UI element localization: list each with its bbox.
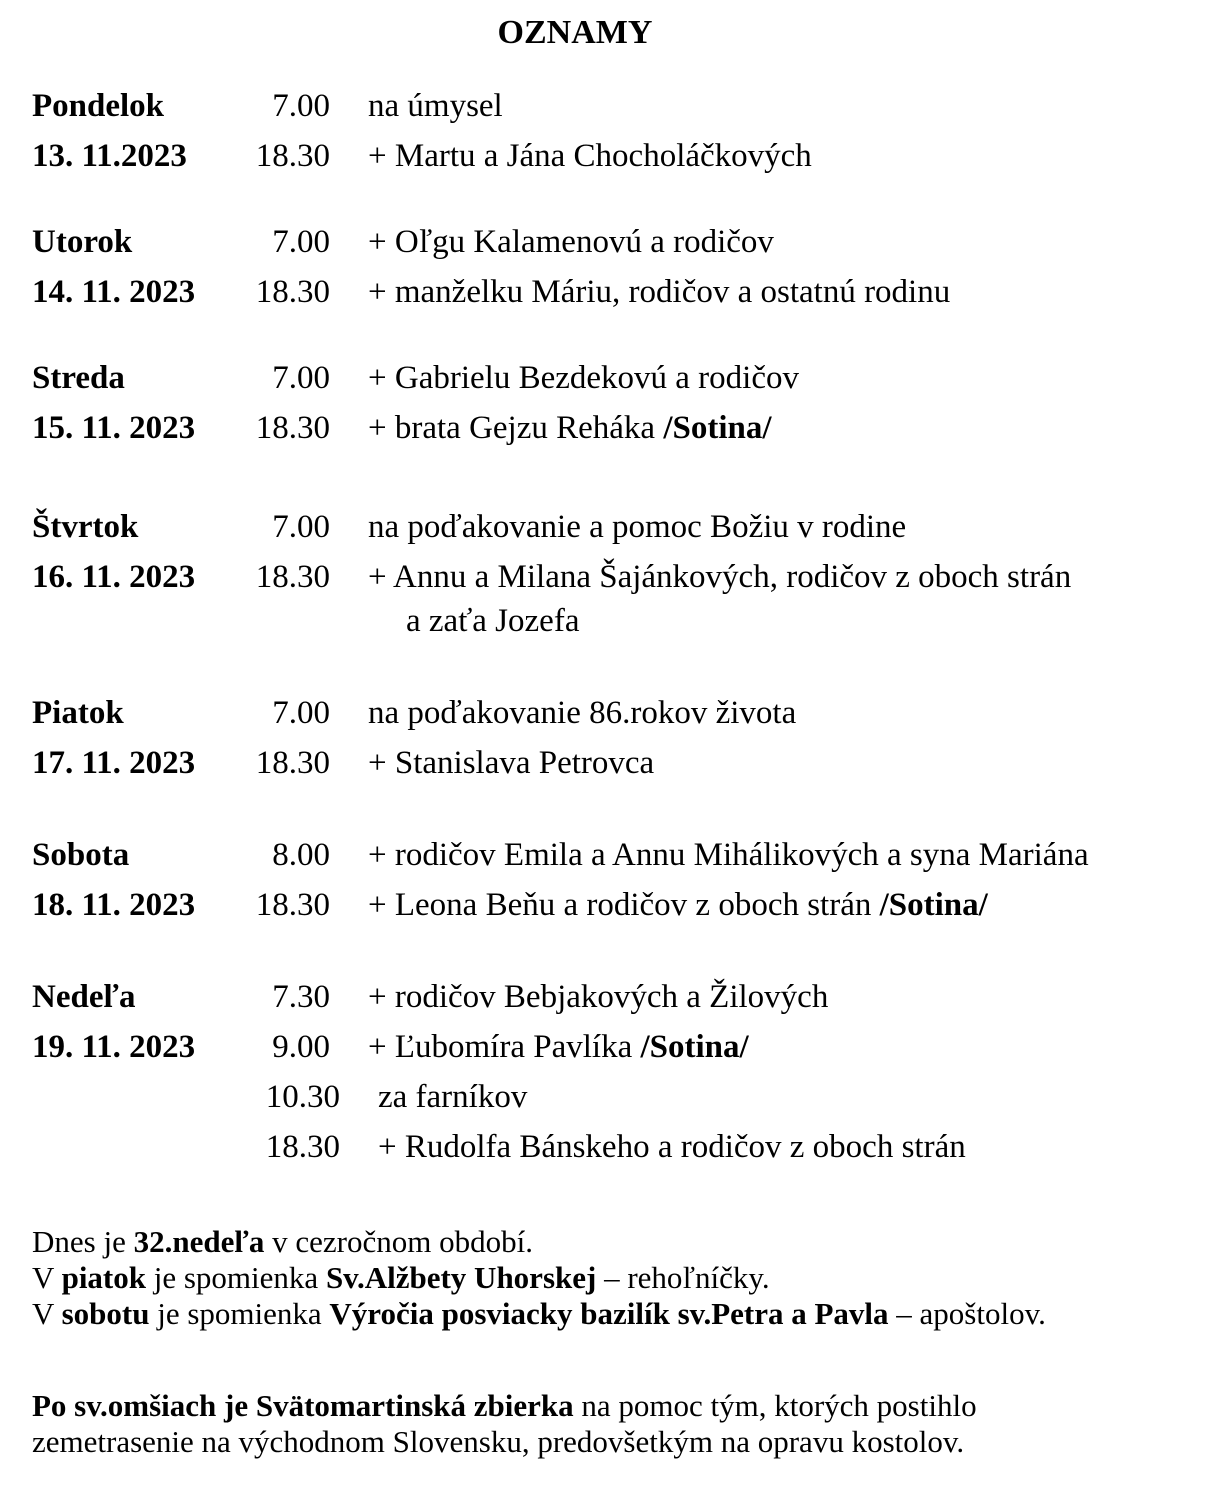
mass-intention — [368, 412, 772, 445]
intention-text: + rodičov Emila a Annu Mihálikových a syna Mariána — [368, 837, 1089, 873]
mass-time: 7.30 — [272, 979, 330, 1015]
mass-intention — [368, 511, 906, 544]
mass-intention — [378, 1081, 527, 1114]
intention-text: + Gabrielu Bezdekovú a rodičov — [368, 360, 799, 396]
mass-intention — [368, 276, 950, 309]
day-date: 18. 11. 2023 — [32, 887, 196, 923]
mass-time: 7.00 — [272, 509, 330, 545]
mass-time: 7.00 — [272, 695, 330, 731]
day-name: Streda — [32, 360, 125, 396]
day-date: 14. 11. 2023 — [32, 274, 196, 310]
intention-text: a zaťa Jozefa — [406, 603, 580, 639]
intention-text: za farníkov — [378, 1079, 528, 1115]
announcement-text: piatok — [61, 1260, 146, 1295]
mass-intention — [378, 1131, 966, 1164]
day-name: Štvrtok — [32, 509, 139, 545]
intention-text: + brata Gejzu Reháka — [368, 410, 664, 446]
announcement-text: Dnes je — [32, 1224, 134, 1259]
announcement-text: sobotu — [61, 1296, 150, 1331]
intention-text: + Rudolfa Bánskeho a rodičov z oboch strán — [378, 1129, 966, 1165]
intention-text: + Ľubomíra Pavlíka — [368, 1029, 641, 1065]
mass-intention — [406, 605, 579, 638]
day-date: 16. 11. 2023 — [32, 559, 196, 595]
intention-text: + Stanislava Petrovca — [368, 745, 655, 781]
mass-intention — [368, 889, 988, 922]
mass-time: 18.30 — [255, 138, 330, 174]
mass-intention — [368, 140, 812, 173]
announcement-text: V — [32, 1296, 62, 1331]
mass-time: 7.00 — [272, 88, 330, 124]
announcement-text: Sv.Alžbety Uhorskej — [325, 1260, 597, 1295]
collection-text: Po sv.omšiach je Svätomartinská zbierka — [32, 1388, 574, 1423]
intention-text: + manželku Máriu, rodičov a ostatnú rodinu — [368, 274, 951, 310]
collection-text: zemetrasenie na východnom Slovensku, predovšetkým na opravu kostolov. — [32, 1424, 965, 1459]
announcement-text: – rehoľníčky. — [596, 1260, 770, 1295]
mass-intention — [368, 226, 774, 259]
intention-text: na poďakovanie 86.rokov života — [368, 695, 797, 731]
announcement-text: V — [32, 1260, 62, 1295]
announcement-line — [32, 1224, 1046, 1260]
day-name: Pondelok — [32, 88, 165, 124]
day-name: Utorok — [32, 224, 133, 260]
day-date: 17. 11. 2023 — [32, 745, 196, 781]
mass-intention — [368, 981, 828, 1014]
mass-time: 9.00 — [272, 1029, 330, 1065]
announcement-text: je spomienka — [146, 1260, 326, 1295]
mass-intention — [368, 747, 654, 780]
intention-text: + Martu a Jána Chocholáčkových — [368, 138, 812, 174]
mass-intention — [368, 362, 799, 395]
mass-intention — [368, 1031, 749, 1064]
mass-intention — [368, 90, 503, 123]
page-title: OZNAMY — [497, 14, 653, 51]
day-name: Piatok — [32, 695, 124, 731]
announcement-text: – apoštolov. — [888, 1296, 1046, 1331]
intention-text: /Sotina/ — [879, 887, 988, 923]
mass-time: 18.30 — [265, 1129, 340, 1165]
collection-text: na pomoc tým, ktorých postihlo — [573, 1388, 977, 1423]
collection-notice — [32, 1388, 977, 1460]
mass-time: 18.30 — [255, 559, 330, 595]
announcement-text: 32.nedeľa — [133, 1224, 265, 1259]
mass-intention — [368, 561, 1071, 594]
intention-text: /Sotina/ — [640, 1029, 749, 1065]
intention-text: na poďakovanie a pomoc Božiu v rodine — [368, 509, 907, 545]
day-name: Sobota — [32, 837, 130, 873]
intention-text: + Oľgu Kalamenovú a rodičov — [368, 224, 774, 260]
intention-text: + rodičov Bebjakových a Žilových — [368, 979, 829, 1015]
mass-time: 18.30 — [255, 887, 330, 923]
mass-time: 18.30 — [255, 274, 330, 310]
day-date: 19. 11. 2023 — [32, 1029, 196, 1065]
mass-time: 7.00 — [272, 360, 330, 396]
announcement-text: Výročia posviacky bazilík sv.Petra a Pavla — [329, 1296, 889, 1331]
mass-intention — [368, 839, 1089, 872]
day-name: Nedeľa — [32, 979, 136, 1015]
announcements — [32, 1224, 1046, 1332]
day-date: 13. 11.2023 — [32, 138, 187, 174]
collection-line — [32, 1424, 977, 1460]
mass-time: 8.00 — [272, 837, 330, 873]
intention-text: + Leona Beňu a rodičov z oboch strán — [368, 887, 880, 923]
announcement-text: v cezročnom období. — [264, 1224, 533, 1259]
mass-time: 7.00 — [272, 224, 330, 260]
announcement-line — [32, 1296, 1046, 1332]
mass-time: 18.30 — [255, 745, 330, 781]
intention-text: /Sotina/ — [663, 410, 772, 446]
day-date: 15. 11. 2023 — [32, 410, 196, 446]
intention-text: na úmysel — [368, 88, 503, 124]
mass-intention — [368, 697, 796, 730]
announcement-text: je spomienka — [149, 1296, 330, 1331]
mass-time: 18.30 — [255, 410, 330, 446]
collection-line — [32, 1388, 977, 1424]
mass-time: 10.30 — [265, 1079, 340, 1115]
intention-text: + Annu a Milana Šajánkových, rodičov z oboch strán — [368, 559, 1072, 595]
announcement-line — [32, 1260, 1046, 1296]
